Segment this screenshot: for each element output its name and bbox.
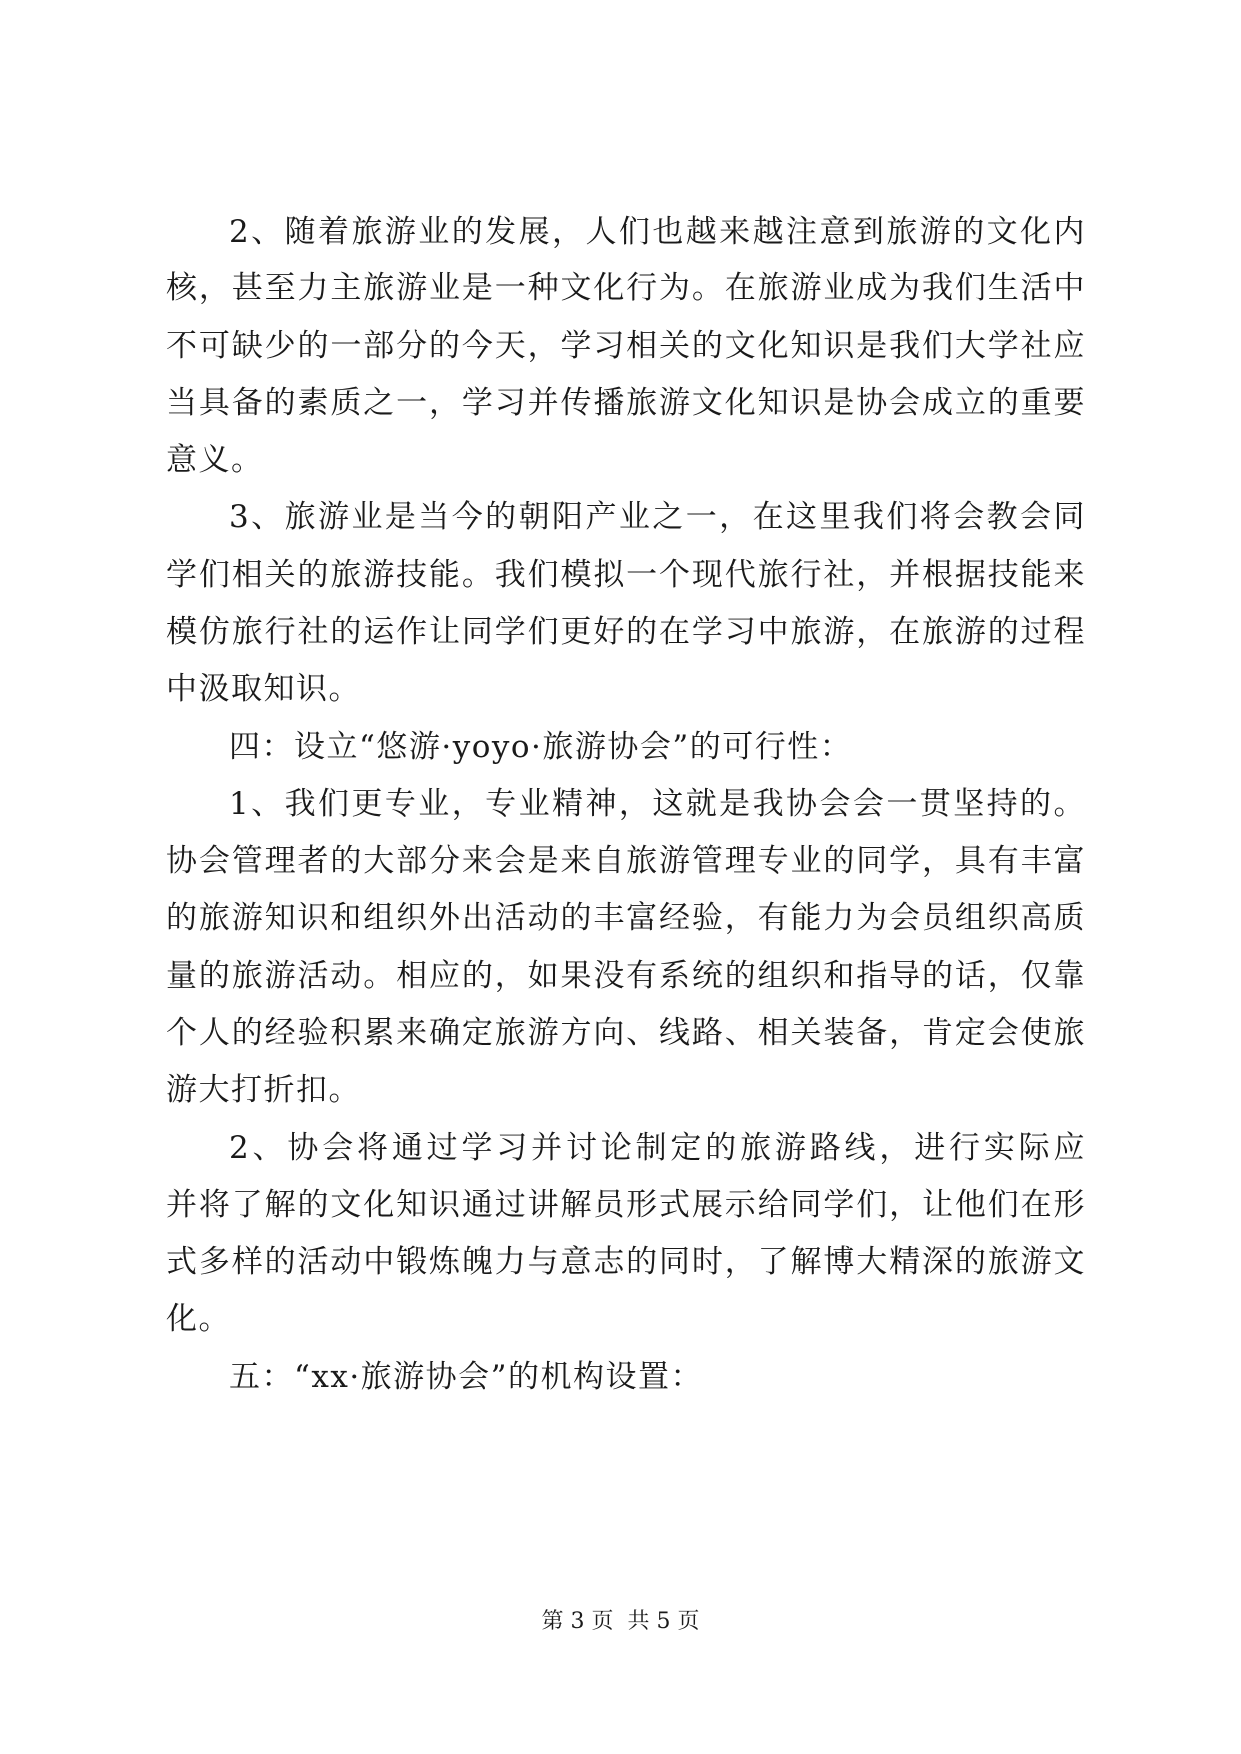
paragraph-line: 游大打折扣。 — [166, 1072, 361, 1108]
paragraph-line: 不可缺少的一部分的今天，学习相关的文化知识是我们大学社应 — [166, 328, 1086, 364]
paragraph-line: 模仿旅行社的运作让同学们更好的在学习中旅游，在旅游的过程 — [166, 614, 1086, 650]
paragraph-line: 协会管理者的大部分来会是来自旅游管理专业的同学，具有丰富 — [166, 843, 1086, 879]
paragraph-line: 核，甚至力主旅游业是一种文化行为。在旅游业成为我们生活中 — [166, 270, 1086, 306]
paragraph-line: 1、我们更专业，专业精神，这就是我协会会一贯坚持的。 — [229, 786, 1086, 822]
paragraph-line: 3、旅游业是当今的朝阳产业之一，在这里我们将会教会同 — [229, 499, 1086, 535]
page-number-footer: 第 3 页 共 5 页 — [541, 1609, 700, 1634]
paragraph-line: 当具备的素质之一，学习并传播旅游文化知识是协会成立的重要 — [166, 385, 1086, 421]
paragraph-line: 的旅游知识和组织外出活动的丰富经验，有能力为会员组织高质 — [166, 900, 1086, 936]
paragraph-line: 量的旅游活动。相应的，如果没有系统的组织和指导的话，仅靠 — [166, 958, 1086, 994]
section-heading: 五：“xx·旅游协会”的机构设置： — [229, 1359, 704, 1395]
paragraph-line: 学们相关的旅游技能。我们模拟一个现代旅行社，并根据技能来 — [166, 557, 1086, 593]
paragraph-line: 中汲取知识。 — [166, 671, 361, 707]
paragraph-line: 化。 — [166, 1301, 231, 1337]
paragraph-line: 式多样的活动中锻炼魄力与意志的同时，了解博大精深的旅游文 — [166, 1244, 1086, 1280]
paragraph-line: 个人的经验积累来确定旅游方向、线路、相关装备，肯定会使旅 — [166, 1015, 1086, 1051]
paragraph-line: 意义。 — [166, 442, 264, 478]
paragraph-line: 并将了解的文化知识通过讲解员形式展示给同学们，让他们在形 — [166, 1187, 1086, 1223]
paragraph-line: 2、随着旅游业的发展，人们也越来越注意到旅游的文化内 — [229, 214, 1086, 250]
paragraph-line: 2、协会将通过学习并讨论制定的旅游路线，进行实际应 — [229, 1130, 1086, 1166]
section-heading: 四：设立“悠游·yoyo·旅游协会”的可行性： — [229, 729, 853, 765]
